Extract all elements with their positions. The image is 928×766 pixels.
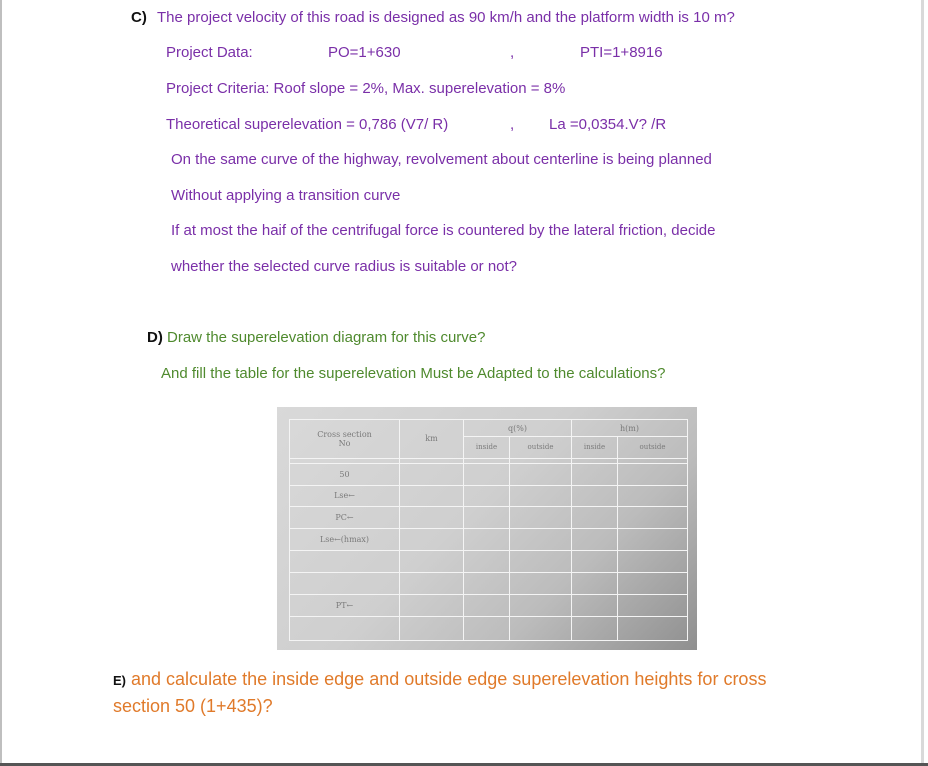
- project-criteria: Project Criteria: Roof slope = 2%, Max. superelevation = 8%: [166, 80, 566, 97]
- header-cross-section: Cross section: [317, 429, 372, 439]
- header-cross-section-cell: [290, 420, 400, 459]
- subheader-q-outside: outside: [510, 437, 572, 459]
- section-d-prefix: D): [147, 329, 163, 346]
- theoretical-superelevation: Theoretical superelevation = 0,786 (V7/ R): [166, 116, 449, 133]
- section-c-text: The project velocity of this road is designed as 90 km/h and the platform width is 10 m?: [157, 9, 735, 26]
- superelevation-table-image: [277, 407, 697, 650]
- theoretical-comma: ,: [510, 116, 515, 133]
- po-value: PO=1+630: [328, 44, 401, 61]
- row-label: [290, 551, 400, 573]
- row-label: Lse←: [290, 485, 400, 507]
- subheader-h-inside: inside: [572, 437, 618, 459]
- header-no: No: [338, 438, 351, 448]
- section-c-line-3: If at most the haif of the centrifugal force is countered by the lateral friction, decide: [171, 222, 716, 239]
- superelevation-table: [289, 419, 688, 641]
- row-label: PC←: [290, 507, 400, 529]
- section-c-heading: [131, 9, 735, 26]
- section-e-heading: [113, 669, 766, 690]
- header-h: h(m): [572, 420, 688, 437]
- subheader-h-outside: outside: [618, 437, 688, 459]
- subheader-q-inside: inside: [464, 437, 510, 459]
- section-c-line-1: On the same curve of the highway, revolvement about centerline is being planned: [171, 151, 712, 168]
- section-c-prefix: C): [131, 9, 147, 26]
- section-e-line-2: section 50 (1+435)?: [113, 696, 273, 716]
- la-formula: La =0,0354.V? /R: [549, 116, 667, 133]
- section-d-line-2: And fill the table for the superelevation Must be Adapted to the calculations?: [161, 365, 666, 382]
- header-q: q(%): [464, 420, 572, 437]
- project-data-label: Project Data:: [166, 44, 253, 61]
- row-label: [290, 572, 400, 594]
- header-km: km: [400, 420, 464, 459]
- section-e-text: and calculate the inside edge and outside edge superelevation heights for cross: [131, 669, 767, 689]
- section-d-heading: [147, 329, 486, 346]
- row-label: Lse←(hmax): [290, 529, 400, 551]
- pti-value: PTI=1+8916: [580, 44, 663, 61]
- row-label: 50: [290, 463, 400, 485]
- section-d-text: Draw the superelevation diagram for this curve?: [167, 329, 486, 346]
- section-c-line-4: whether the selected curve radius is suitable or not?: [171, 258, 518, 275]
- section-e-prefix: E): [113, 673, 126, 688]
- row-label: PT←: [290, 594, 400, 616]
- section-c-line-2: Without applying a transition curve: [171, 187, 401, 204]
- page-right-border: [921, 0, 924, 766]
- project-data-comma: ,: [510, 44, 515, 61]
- page-left-border: [0, 0, 2, 766]
